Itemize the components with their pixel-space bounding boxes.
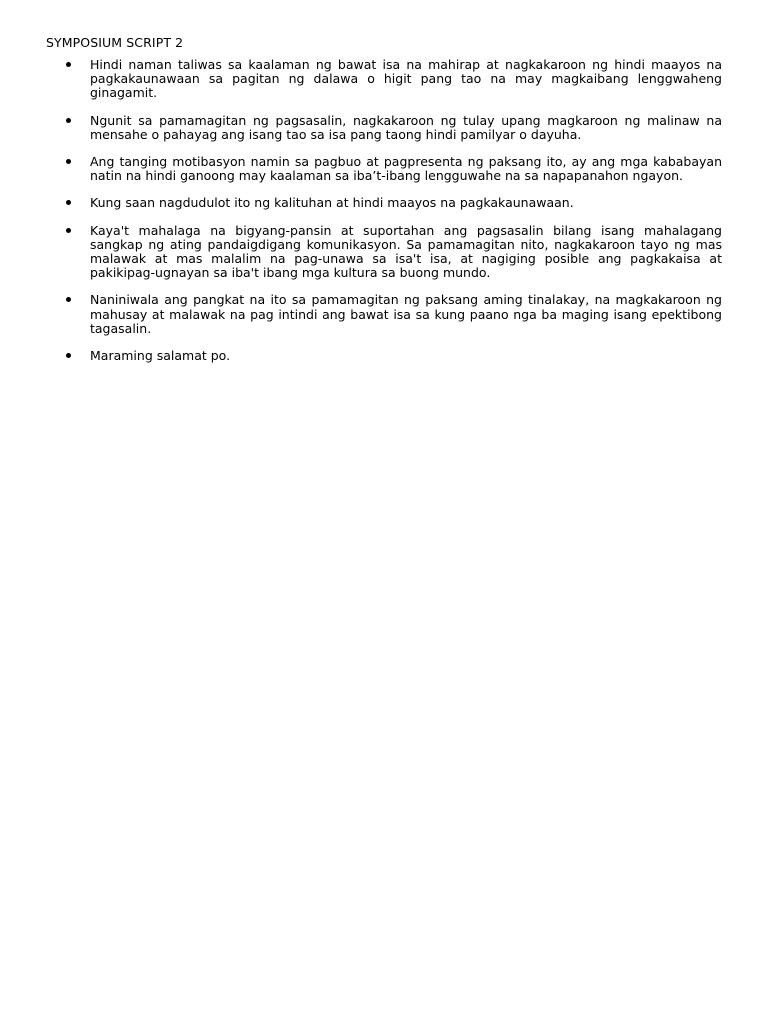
list-item bbox=[0, 196, 768, 210]
bullet-text: Ang tanging motibasyon namin sa pagbuo at pagpresenta ng paksang ito, ay ang mga kababayan natin na hindi ganoong may kaalaman sa iba’t-ibang lengguwahe na sa napapanahon ngayon. bbox=[90, 154, 722, 184]
bullet-text: Kung saan nagdudulot ito ng kalituhan at hindi maayos na pagkakaunawaan. bbox=[90, 195, 574, 211]
bullet-icon bbox=[66, 62, 71, 67]
bullet-text: Ngunit sa pamamagitan ng pagsasalin, nagkakaroon ng tulay upang magkaroon ng malinaw na mensahe o pahayag ang isang tao sa isa pang taong hindi pamilyar o dayuha. bbox=[90, 112, 722, 142]
bullet-text: Hindi naman taliwas sa kaalaman ng bawat isa na mahirap at nagkakaroon ng hindi maayos na pagkakaunawaan sa pagitan ng dalawa o higit pang tao na may magkaibang lenggwaheng ginagamit. bbox=[90, 57, 722, 101]
bullet-icon bbox=[66, 353, 71, 358]
list-item bbox=[0, 114, 768, 142]
bullet-text: Maraming salamat po. bbox=[90, 348, 231, 364]
bullet-icon bbox=[66, 118, 71, 123]
list-item bbox=[0, 58, 768, 101]
bullet-text: Kaya't mahalaga na bigyang-pansin at suportahan ang pagsasalin bilang isang mahalagang sangkap ng ating pandaigdigang komunikasyon. Sa pamamagitan nito, nagkakaroon tayo ng mas malawak at mas malalim na pag-unawa sa isa't isa, at nagiging posible ang pagkakaisa at pakikipag-ugnayan sa iba't ibang mga kultura sa buong mundo. bbox=[90, 222, 722, 281]
list-item bbox=[0, 155, 768, 183]
bullet-icon bbox=[66, 297, 71, 302]
list-item bbox=[0, 349, 768, 363]
bullet-list bbox=[0, 58, 768, 376]
bullet-icon bbox=[66, 200, 71, 205]
list-item bbox=[0, 293, 768, 336]
bullet-icon bbox=[66, 159, 71, 164]
bullet-icon bbox=[66, 228, 71, 233]
document-title: SYMPOSIUM SCRIPT 2 bbox=[46, 35, 184, 50]
list-item bbox=[0, 224, 768, 281]
bullet-text: Naniniwala ang pangkat na ito sa pamamagitan ng paksang aming tinalakay, na magkakaroon ng mahusay at malawak na pag intindi ang bawat isa sa kung paano nga ba maging isang epektibong tagasalin. bbox=[90, 292, 722, 336]
